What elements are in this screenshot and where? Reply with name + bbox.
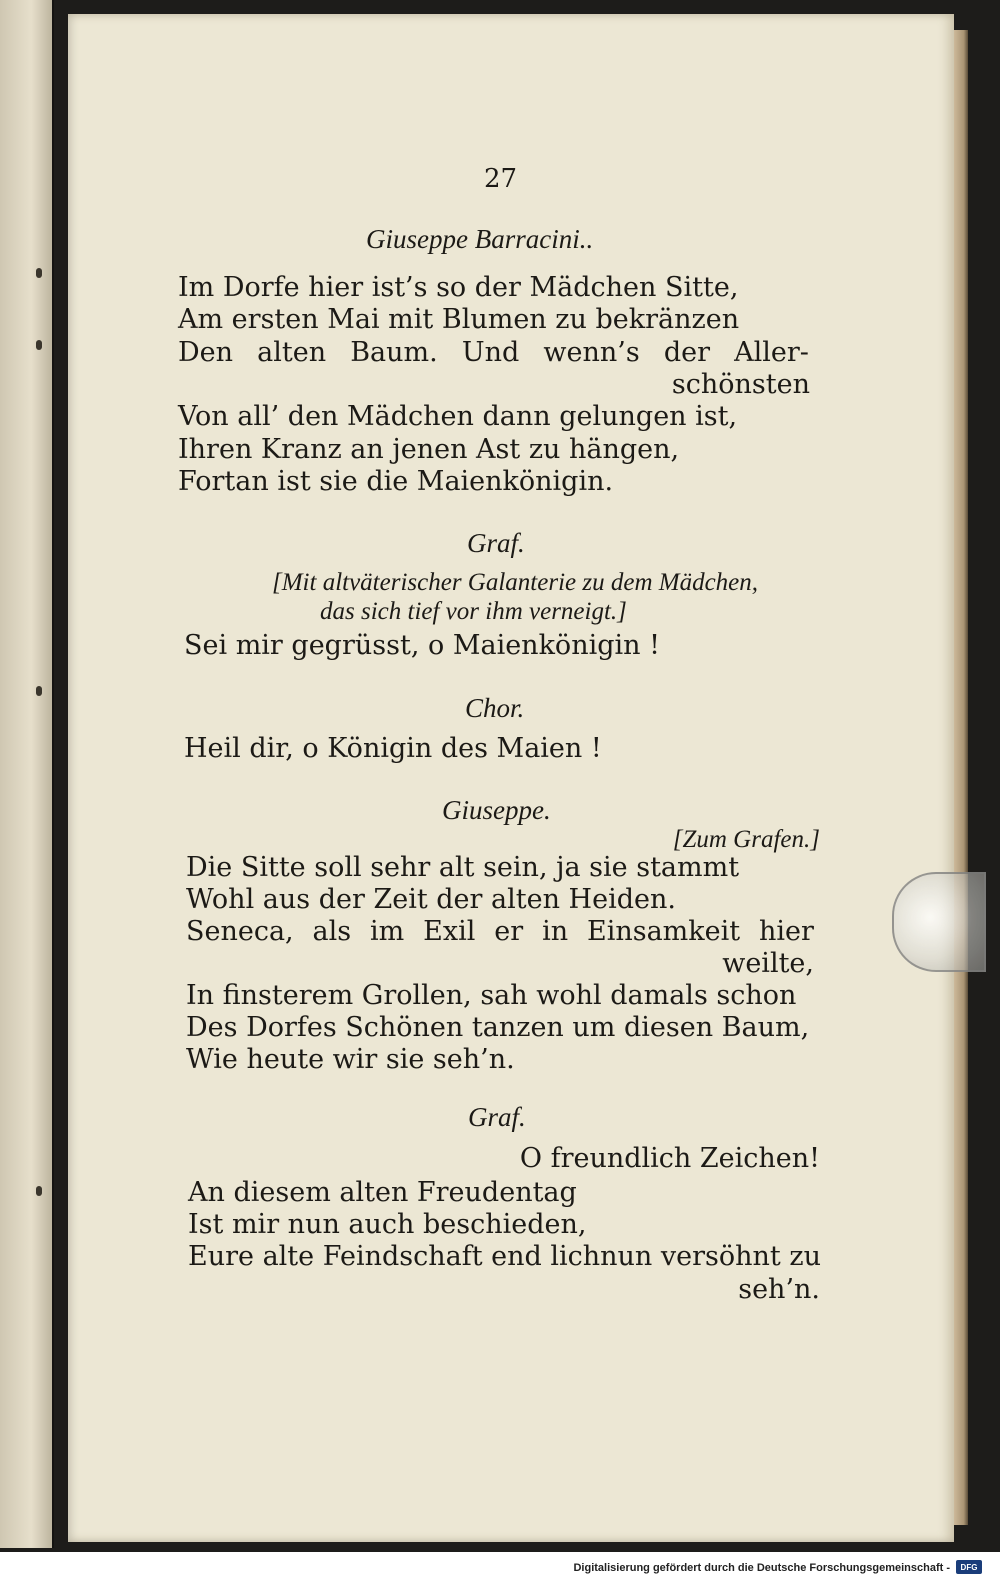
verse-line [178,339,809,366]
speaker-name: Graf. [468,1102,526,1132]
verse-line: Die Sitte soll sehr alt sein, ja sie stammt [186,852,740,883]
funding-notice: Digitalisierung gefördert durch die Deutsche Forschungsgemeinschaft - [573,1562,950,1574]
verse-line: Eure alte Feindschaft end lichnun versöhnt zu [188,1241,821,1272]
word: Und [461,337,520,368]
speaker-name: Giuseppe Barracini.. [366,224,594,254]
word: Einsamkeit [586,916,741,947]
page-number: 27 [484,164,518,194]
word: alten [257,337,327,368]
word: Exil [423,916,476,947]
word: der [663,337,711,368]
word: als [312,916,352,947]
verse-line: An diesem alten Freudentag [188,1177,577,1208]
dfg-logo-icon: DFG [956,1560,982,1574]
page-stack-edge [954,30,968,1525]
word: Seneca, [186,916,294,947]
stage-direction: [Zum Grafen.] [672,826,820,853]
word: Aller- [734,337,809,368]
stage-direction: das sich tief vor ihm verneigt.] [320,598,627,625]
verse-line: O freundlich Zeichen! [519,1143,820,1174]
page-clip [892,872,986,972]
footer-bar [0,1552,1000,1588]
stage-direction: [Mit altväterischer Galanterie zu dem Mädchen, [272,569,759,596]
verse-line: Von all’ den Mädchen dann gelungen ist, [178,401,738,432]
page-mark [36,1186,42,1196]
word: hier [759,916,814,947]
verse-line: Im Dorfe hier ist’s so der Mädchen Sitte, [178,272,739,303]
word: im [370,916,405,947]
verse-line: Des Dorfes Schönen tanzen um diesen Baum, [186,1012,810,1043]
speaker-name: Graf. [467,528,525,558]
verse-line: seh’n. [738,1274,820,1305]
page-mark [36,340,42,350]
verse-line: Am ersten Mai mit Blumen zu bekränzen [178,304,740,335]
verse-line [186,918,814,945]
verse-line: Fortan ist sie die Maienkönigin. [178,466,614,497]
word: Den [178,337,234,368]
word: Baum. [350,337,438,368]
page-mark [36,268,42,278]
verse-line: Ist mir nun auch beschieden, [188,1209,587,1240]
verse-line: Wie heute wir sie seh’n. [186,1044,515,1075]
speaker-name: Giuseppe. [442,795,551,825]
previous-page-edge [0,0,54,1548]
word: er [494,916,524,947]
word: wenn’s [543,337,640,368]
word: in [542,916,569,947]
verse-line: Heil dir, o Königin des Maien ! [184,733,602,764]
speaker-name: Chor. [465,693,525,723]
verse-line: weilte, [722,948,814,979]
verse-line: schönsten [671,369,810,400]
verse-line: Wohl aus der Zeit der alten Heiden. [186,884,676,915]
verse-line: Sei mir gegrüsst, o Maienkönigin ! [184,630,660,661]
verse-line: Ihren Kranz an jenen Ast zu hängen, [178,434,680,465]
page-mark [36,686,42,696]
verse-line: In finsterem Grollen, sah wohl damals schon [186,980,797,1011]
